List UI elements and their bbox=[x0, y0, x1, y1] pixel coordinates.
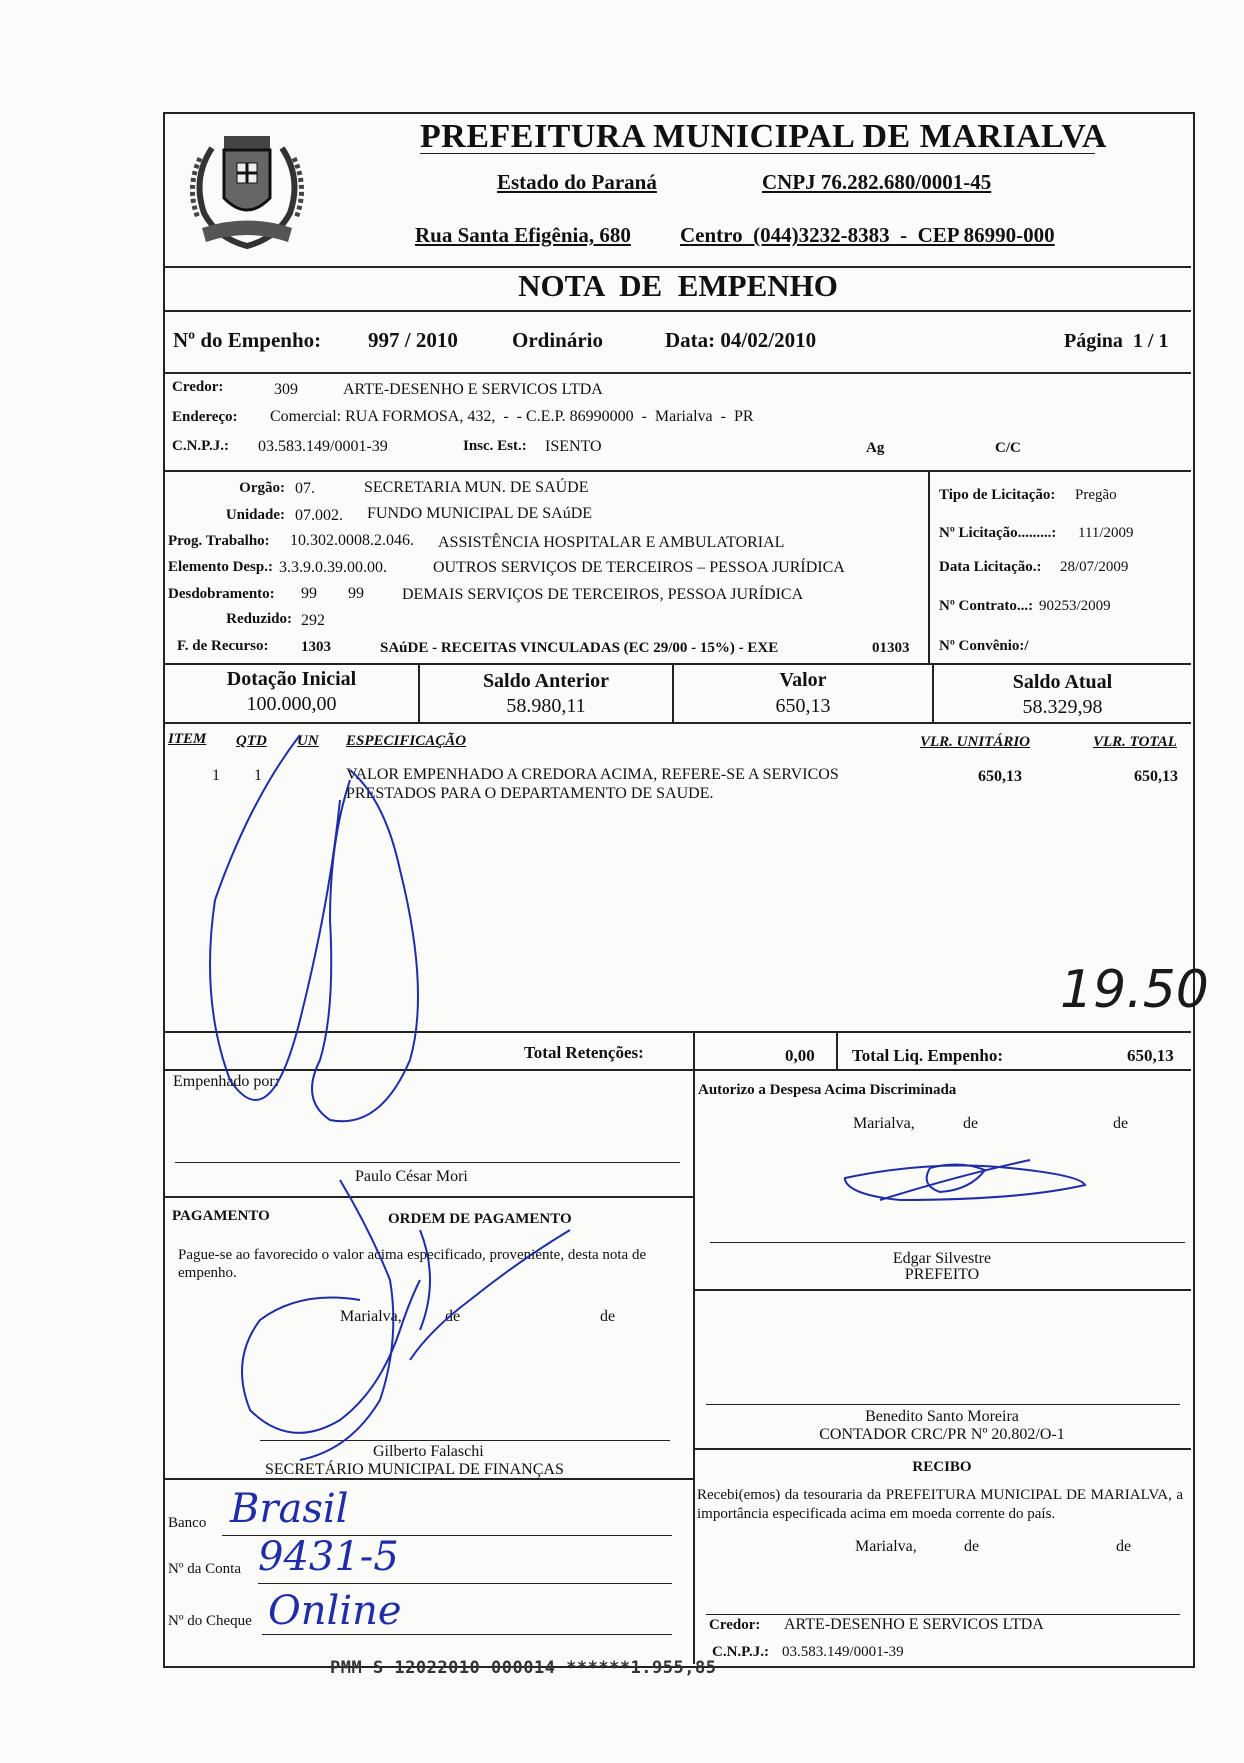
contador-name: Benedito Santo Moreira bbox=[865, 1408, 1019, 1425]
cnpj-label: C.N.P.J.: bbox=[172, 438, 229, 454]
recibo-cnpj-label: C.N.P.J.: bbox=[712, 1644, 769, 1660]
divider bbox=[165, 1031, 1191, 1033]
convenio-label: Nº Convênio:/ bbox=[939, 638, 1029, 654]
banco-value: Brasil bbox=[230, 1486, 349, 1532]
cc-label: C/C bbox=[995, 440, 1021, 456]
pagamento-de2: de bbox=[600, 1308, 616, 1325]
item-spec-line2: PRESTADOS PARA O DEPARTAMENTO DE SAUDE. bbox=[346, 785, 714, 802]
col-qtd: QTD bbox=[236, 733, 267, 749]
item-unit-value: 650,13 bbox=[978, 768, 1022, 785]
prefeito-role: PREFEITO bbox=[904, 1266, 980, 1283]
cheque-label: Nº do Cheque bbox=[168, 1613, 252, 1629]
desdobramento-name: DEMAIS SERVIÇOS DE TERCEIROS, PESSOA JURÍDICA bbox=[402, 586, 804, 603]
divider bbox=[836, 1032, 838, 1070]
divider bbox=[165, 310, 1191, 312]
reduzido-value: 292 bbox=[301, 612, 325, 629]
num-licitacao-label: Nº Licitação.........: bbox=[939, 525, 1057, 541]
divider bbox=[694, 1289, 1191, 1291]
signature-line bbox=[710, 1242, 1185, 1243]
header-title: PREFEITURA MUNICIPAL DE MARIALVA bbox=[420, 118, 1107, 155]
unidade-label: Unidade: bbox=[225, 507, 285, 523]
total-liquido-value: 650,13 bbox=[1127, 1046, 1174, 1065]
pagamento-de1: de bbox=[445, 1308, 461, 1325]
signature-line bbox=[706, 1614, 1180, 1615]
empenhado-label: Empenhado por: bbox=[173, 1073, 280, 1090]
cheque-value: Online bbox=[268, 1588, 402, 1634]
item-spec-line1: VALOR EMPENHADO A CREDORA ACIMA, REFERE-SE A SERVICOS bbox=[346, 766, 839, 783]
total-retencoes-label: Total Retenções: bbox=[524, 1043, 644, 1062]
saldo-atual-label: Saldo Atual bbox=[1012, 671, 1113, 693]
recibo-credor-name: ARTE-DESENHO E SERVICOS LTDA bbox=[784, 1616, 1044, 1633]
conta-label: Nº da Conta bbox=[168, 1561, 241, 1577]
desdobramento-a: 99 bbox=[301, 585, 317, 602]
tipo-licitacao-value: Pregão bbox=[1075, 487, 1117, 503]
col-especificacao: ESPECIFICAÇÃO bbox=[346, 733, 467, 749]
signature-line bbox=[175, 1162, 680, 1163]
contrato-value: 90253/2009 bbox=[1039, 598, 1111, 614]
banco-label: Banco bbox=[168, 1515, 207, 1531]
coat-of-arms-icon bbox=[182, 118, 312, 260]
header-address: Rua Santa Efigênia, 680 bbox=[415, 223, 631, 247]
ordem-pagamento-label: ORDEM DE PAGAMENTO bbox=[388, 1211, 572, 1227]
credor-cnpj: 03.583.149/0001-39 bbox=[258, 438, 388, 455]
signature-line bbox=[260, 1440, 670, 1441]
header-address-rest: Centro (044)3232-8383 - CEP 86990-000 bbox=[680, 223, 1055, 247]
page-number: Página 1 / 1 bbox=[1064, 330, 1169, 352]
conta-value: 9431-5 bbox=[258, 1534, 399, 1580]
ag-label: Ag bbox=[866, 440, 885, 456]
divider bbox=[165, 722, 1191, 724]
credor-label: Credor: bbox=[172, 379, 224, 395]
orgao-code: 07. bbox=[295, 480, 315, 497]
divider bbox=[165, 1069, 1191, 1071]
elemento-name: OUTROS SERVIÇOS DE TERCEIROS – PESSOA JURÍDICA bbox=[433, 559, 845, 576]
divider bbox=[165, 663, 1191, 665]
fonte-label: F. de Recurso: bbox=[177, 638, 269, 654]
prefeito-name: Edgar Silvestre bbox=[892, 1250, 992, 1267]
unidade-name: FUNDO MUNICIPAL DE SAúDE bbox=[367, 505, 593, 522]
autorizo-place: Marialva, bbox=[853, 1115, 915, 1132]
col-vlr-total: VLR. TOTAL bbox=[1093, 734, 1177, 750]
recibo-de2: de bbox=[1116, 1538, 1132, 1555]
contador-role: CONTADOR CRC/PR Nº 20.802/O-1 bbox=[819, 1426, 1065, 1443]
divider bbox=[165, 470, 1191, 472]
payment-stamp: PMM S 12022010 000014 ******1.955,85 bbox=[330, 1658, 717, 1678]
prog-code: 10.302.0008.2.046. bbox=[290, 532, 414, 549]
col-item: ITEM bbox=[168, 731, 207, 747]
orgao-label: Orgão: bbox=[239, 480, 285, 496]
saldo-anterior-label: Saldo Anterior bbox=[482, 670, 610, 692]
data-licitacao-label: Data Licitação.: bbox=[939, 559, 1042, 575]
saldo-anterior-value: 58.980,11 bbox=[506, 695, 586, 717]
orgao-name: SECRETARIA MUN. DE SAÚDE bbox=[364, 479, 589, 496]
elemento-code: 3.3.9.0.39.00.00. bbox=[279, 559, 387, 576]
prog-label: Prog. Trabalho: bbox=[168, 533, 270, 549]
empenho-date: Data: 04/02/2010 bbox=[665, 328, 817, 352]
col-un: UN bbox=[297, 733, 319, 749]
divider bbox=[693, 1070, 695, 1664]
empenho-number: 997 / 2010 bbox=[368, 328, 458, 352]
fonte-name: SAúDE - RECEITAS VINCULADAS (EC 29/00 - 15%) - EXE bbox=[380, 640, 779, 656]
input-line bbox=[262, 1634, 672, 1635]
item-number: 1 bbox=[212, 767, 220, 784]
autorizo-de2: de bbox=[1113, 1115, 1129, 1132]
dotacao-label: Dotação Inicial bbox=[226, 668, 357, 690]
empenho-type: Ordinário bbox=[512, 328, 604, 352]
total-retencoes-value: 0,00 bbox=[785, 1046, 815, 1065]
fonte-code: 1303 bbox=[301, 639, 331, 655]
insc-value: ISENTO bbox=[545, 438, 602, 455]
reduzido-label: Reduzido: bbox=[226, 611, 292, 627]
address-label: Endereço: bbox=[172, 409, 238, 425]
title-underline bbox=[420, 153, 1095, 154]
divider bbox=[165, 1196, 693, 1198]
dotacao-value: 100.000,00 bbox=[246, 693, 337, 715]
elemento-label: Elemento Desp.: bbox=[168, 559, 273, 575]
unidade-code: 07.002. bbox=[295, 507, 343, 524]
item-total-value: 650,13 bbox=[1134, 768, 1178, 785]
secretario-role: SECRETÁRIO MUNICIPAL DE FINANÇAS bbox=[265, 1461, 564, 1478]
credor-code: 309 bbox=[274, 381, 298, 398]
signature-line bbox=[706, 1404, 1180, 1405]
item-qtd: 1 bbox=[254, 767, 262, 784]
document-title: NOTA DE EMPENHO bbox=[518, 268, 838, 303]
credor-address: Comercial: RUA FORMOSA, 432, - - C.E.P. 86990000 - Marialva - PR bbox=[270, 408, 754, 425]
pagamento-place: Marialva, bbox=[340, 1308, 402, 1325]
handwritten-note: 19.50 bbox=[1060, 960, 1209, 1020]
tipo-licitacao-label: Tipo de Licitação: bbox=[939, 487, 1056, 503]
divider bbox=[165, 1478, 693, 1480]
autorizo-de1: de bbox=[963, 1115, 979, 1132]
saldo-atual-value: 58.329,98 bbox=[1022, 696, 1103, 718]
secretario-name: Gilberto Falaschi bbox=[373, 1443, 484, 1460]
empenhado-name: Paulo César Mori bbox=[355, 1168, 468, 1185]
divider bbox=[165, 372, 1191, 374]
recibo-text: Recebi(emos) da tesouraria da PREFEITURA MUNICIPAL DE MARIALVA, a importância especificada acima em moeda corrente do país. bbox=[697, 1487, 1183, 1522]
recibo-place: Marialva, bbox=[855, 1538, 917, 1555]
valor-value: 650,13 bbox=[775, 695, 831, 717]
pagamento-text: Pague-se ao favorecido o valor acima especificado, proveniente, desta nota de empenho. bbox=[178, 1247, 647, 1281]
pagamento-label: PAGAMENTO bbox=[172, 1208, 270, 1224]
total-liquido-label: Total Liq. Empenho: bbox=[852, 1046, 1003, 1065]
header-cnpj: CNPJ 76.282.680/0001-45 bbox=[762, 170, 992, 194]
fonte-code2: 01303 bbox=[872, 640, 910, 656]
recibo-de1: de bbox=[964, 1538, 980, 1555]
empenho-label: Nº do Empenho: bbox=[173, 328, 322, 352]
input-line bbox=[258, 1583, 672, 1584]
recibo-credor-label: Credor: bbox=[709, 1617, 761, 1633]
valor-label: Valor bbox=[779, 669, 827, 691]
col-vlr-unitario: VLR. UNITÁRIO bbox=[920, 734, 1031, 750]
desdobramento-label: Desdobramento: bbox=[168, 586, 275, 602]
num-licitacao-value: 111/2009 bbox=[1078, 525, 1134, 541]
contrato-label: Nº Contrato...: bbox=[939, 598, 1034, 614]
recibo-cnpj: 03.583.149/0001-39 bbox=[782, 1644, 904, 1660]
divider bbox=[694, 1448, 1191, 1450]
desdobramento-b: 99 bbox=[348, 585, 364, 602]
prog-name: ASSISTÊNCIA HOSPITALAR E AMBULATORIAL bbox=[438, 534, 785, 551]
divider bbox=[928, 471, 930, 663]
header-state: Estado do Paraná bbox=[497, 170, 657, 194]
data-licitacao-value: 28/07/2009 bbox=[1060, 559, 1129, 575]
insc-label: Insc. Est.: bbox=[463, 438, 527, 454]
recibo-label: RECIBO bbox=[912, 1459, 972, 1475]
credor-name: ARTE-DESENHO E SERVICOS LTDA bbox=[343, 381, 603, 398]
divider bbox=[693, 1032, 695, 1070]
autorizo-label: Autorizo a Despesa Acima Discriminada bbox=[698, 1082, 957, 1098]
